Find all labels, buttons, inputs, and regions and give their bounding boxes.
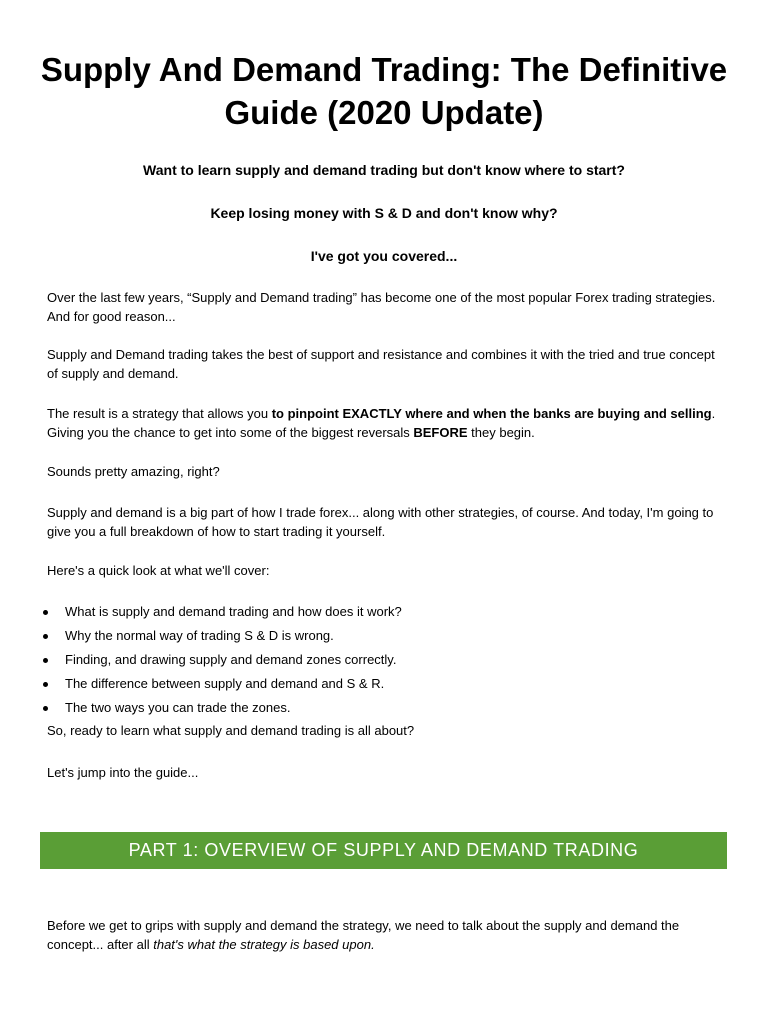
paragraph-result-text-3: they begin. [467, 424, 535, 440]
bullet-icon [43, 682, 48, 687]
paragraph-breakdown: Supply and demand is a big part of how I trade forex... along with other strategies, of course. And today, I'm going to give you a full breakdown of how to start trading it yourself. [47, 505, 714, 539]
list-item [40, 602, 720, 626]
list-item [40, 626, 720, 650]
paragraph-amazing: Sounds pretty amazing, right? [47, 464, 220, 479]
list-item-text: The two ways you can trade the zones. [65, 700, 291, 715]
paragraph-ready: So, ready to learn what supply and demand trading is all about? [47, 723, 415, 738]
list-item-text: What is supply and demand trading and how does it work? [65, 604, 402, 619]
section-banner [40, 832, 727, 869]
paragraph-result-bold-pinpoint: to pinpoint EXACTLY where and when the banks are buying and selling [271, 406, 712, 421]
paragraph-definition: Supply and Demand trading takes the best of support and resistance and combines it with the tried and true concept of supply and demand. [47, 347, 715, 381]
intro-line-3: I've got you covered... [310, 248, 458, 264]
list-item [40, 698, 720, 722]
paragraph-cover-intro: Here's a quick look at what we'll cover: [47, 563, 270, 578]
section-banner-title: PART 1: OVERVIEW OF SUPPLY AND DEMAND TRADING [128, 840, 639, 860]
paragraph-result-text: The result is a strategy that allows you [47, 406, 272, 421]
bullet-icon [43, 634, 48, 639]
intro-line-1: Want to learn supply and demand trading but don't know where to start? [143, 162, 625, 178]
list-item-text: Finding, and drawing supply and demand zones correctly. [65, 652, 397, 667]
list-item [40, 650, 720, 674]
list-item [40, 674, 720, 698]
list-item-text: Why the normal way of trading S & D is wrong. [65, 628, 334, 643]
intro-line-2: Keep losing money with S & D and don't know why? [210, 205, 558, 221]
topic-list [40, 602, 720, 722]
bullet-icon [43, 610, 48, 615]
list-item-text: The difference between supply and demand and S & R. [65, 676, 385, 691]
paragraph-jump: Let's jump into the guide... [47, 765, 199, 780]
paragraph-result-bold-before: BEFORE [413, 424, 468, 440]
paragraph-concept-italic: that's what the strategy is based upon. [153, 936, 375, 952]
bullet-icon [43, 706, 48, 711]
paragraph-result-text-2: . Giving you the chance to get into some of the biggest reversals [47, 406, 716, 440]
paragraph-concept [47, 917, 727, 954]
paragraph-popularity: Over the last few years, “Supply and Demand trading” has become one of the most popular Forex trading strategies. And for good reason... [47, 290, 716, 324]
page-title: Supply And Demand Trading: The Definitive Guide (2020 Update) [40, 51, 728, 131]
bullet-icon [43, 658, 48, 663]
paragraph-concept-text: Before we get to grips with supply and demand the strategy, we need to talk about the supply and demand the concept... after all [47, 918, 680, 952]
paragraph-result [47, 405, 727, 442]
